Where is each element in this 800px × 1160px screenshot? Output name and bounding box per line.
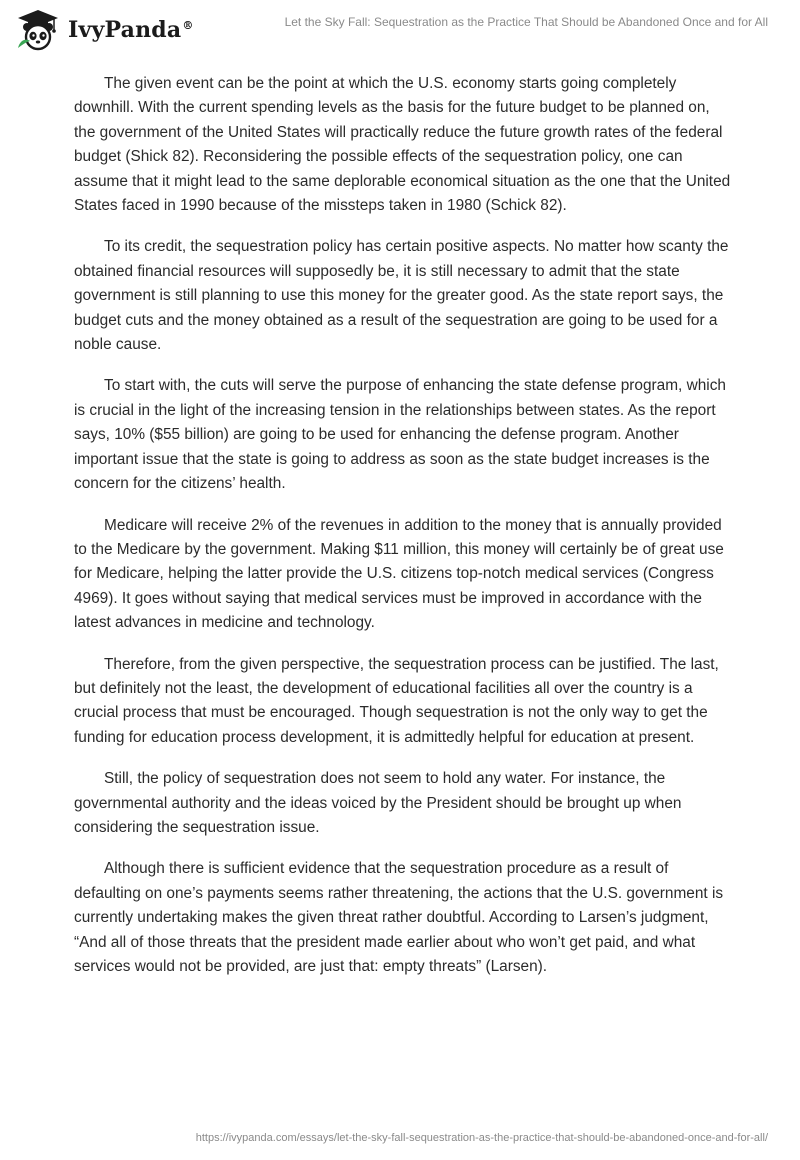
essay-body	[74, 72, 734, 996]
paragraph: Although there is sufficient evidence that the sequestration procedure as a result of defaulting on one’s payments seems rather threatening, the actions that the U.S. government is currently undertaking makes the given threat rather doubtful. According to Larsen’s judgment, “And all of those threats that the president made earlier about who won’t get paid, and what services would not be provided, are just that: empty threats” (Larsen).	[74, 860, 724, 975]
paragraph: To start with, the cuts will serve the purpose of enhancing the state defense program, which is crucial in the light of the increasing tension in the relationships between states. As the report says, 10% ($55 billion) are going to be used for enhancing the defense program. Another important issue that the state is going to address as soon as the state budget increases is the concern for the citizens’ health.	[74, 377, 726, 493]
panda-graduation-icon	[14, 8, 62, 52]
logo-name: IvyPanda	[68, 17, 182, 43]
paragraph: The given event can be the point at which the U.S. economy starts going completely downhill. With the current spending levels as the basis for the future budget to be planned on, the government of the United States will practically reduce the future growth rates of the federal budget (Shick 82). Reconsidering the possible effects of the sequestration policy, one can assume that it might lead to the same deplorable economical situation as the one that the United States faced in 1990 because of the missteps taken in 1980 (Schick 82).	[74, 75, 731, 215]
paragraph: Still, the policy of sequestration does not seem to hold any water. For instance, the governmental authority and the ideas voiced by the President should be brought up when considering the sequestration issue.	[74, 770, 682, 836]
paragraph: Medicare will receive 2% of the revenues in addition to the money that is annually provided to the Medicare by the government. Making $11 million, this money will certainly be of great use for Medicare, helping the latter provide the U.S. citizens top-notch medical services (Congress 4969). It goes without saying that medical services must be improved in accordance with the latest advances in medicine and technology.	[74, 516, 724, 632]
ivypanda-logo[interactable]	[14, 8, 194, 52]
registered-mark: ®	[182, 18, 194, 32]
paragraph: Therefore, from the given perspective, the sequestration process can be justified. The last, but definitely not the least, the development of educational facilities all over the country is a crucial process that must be encouraged. Though sequestration is not the only way to get the funding for education process development, it is admittedly helpful for education at present.	[74, 655, 719, 746]
paragraph: To its credit, the sequestration policy has certain positive aspects. No matter how scanty the obtained financial resources will supposedly be, it is still necessary to admit that the state government is still planning to use this money for the greater good. As the state report says, the budget cuts and the money obtained as a result of the sequestration are going to be used for a noble cause.	[74, 238, 729, 354]
document-title: Let the Sky Fall: Sequestration as the Practice That Should be Abandoned Once and for All	[284, 15, 768, 29]
source-url-link[interactable]: https://ivypanda.com/essays/let-the-sky-fall-sequestration-as-the-practice-that-should-be-abandoned-once-and-for-all/	[195, 1132, 768, 1144]
logo-wordmark	[68, 17, 194, 43]
page-header	[0, 0, 800, 60]
